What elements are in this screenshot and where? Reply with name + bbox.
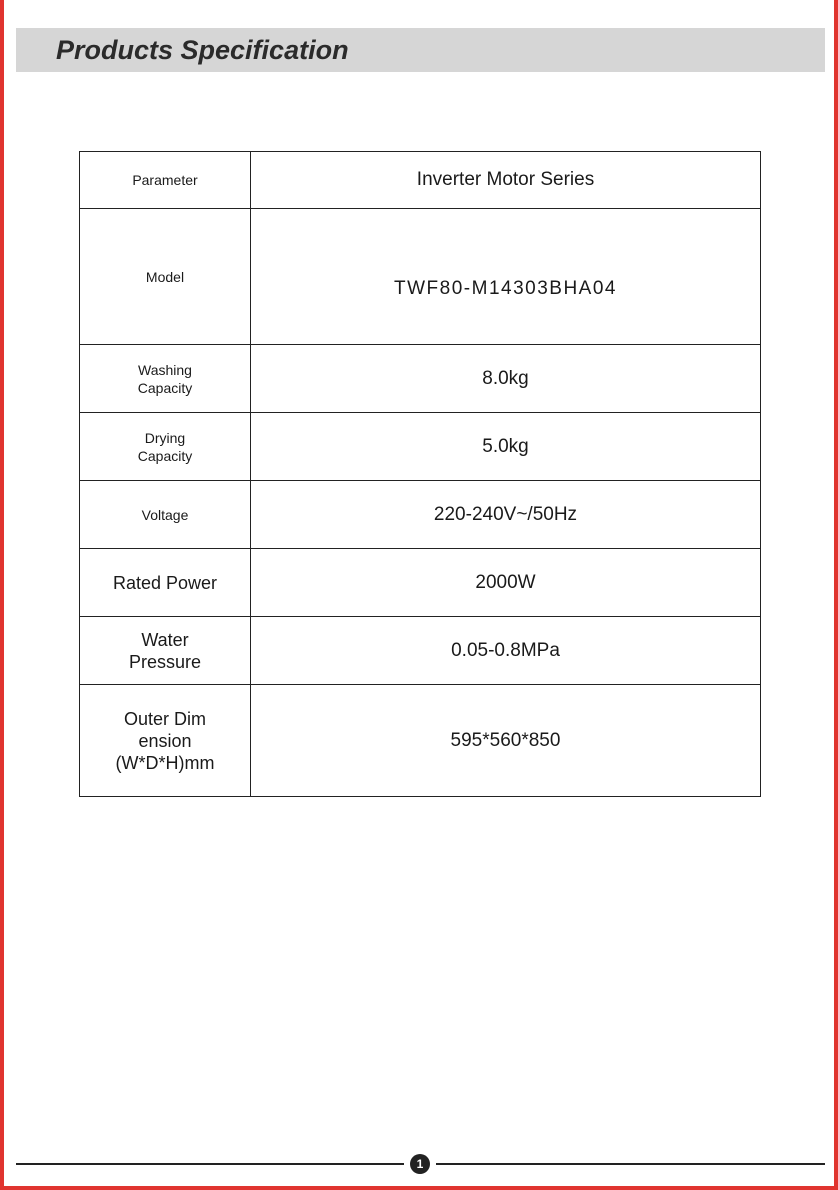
table-header-row: [80, 152, 761, 209]
page-title: Products Specification: [56, 35, 349, 65]
label-line: Washing: [138, 361, 192, 378]
page-frame-right: [834, 0, 838, 1190]
title-bar: [16, 28, 825, 72]
model-value: TWF80-M14303BHA04: [394, 277, 617, 299]
row-label-water-pressure: [80, 617, 251, 685]
table-row: [80, 345, 761, 413]
table-row: [80, 549, 761, 617]
label-line: Water: [141, 629, 189, 650]
table-row: [80, 209, 761, 345]
row-label-model: [80, 209, 251, 345]
header-series: Inverter Motor Series: [251, 152, 761, 209]
label-line: Model: [145, 268, 185, 285]
table-row: [80, 413, 761, 481]
footer-rule-right: [436, 1163, 825, 1165]
row-label-outer-dimension: [80, 685, 251, 797]
row-value-rated-power: 2000W: [251, 549, 761, 617]
row-value-model: [251, 209, 761, 345]
footer-rule-left: [16, 1163, 404, 1165]
table-row: [80, 481, 761, 549]
spec-table: [79, 151, 761, 797]
label-line: Drying: [144, 429, 186, 446]
row-value-water-pressure: 0.05-0.8MPa: [251, 617, 761, 685]
table-row: [80, 617, 761, 685]
page-frame-left: [0, 0, 4, 1190]
label-line: Capacity: [137, 447, 193, 464]
row-value-drying: 5.0kg: [251, 413, 761, 481]
header-parameter: Parameter: [80, 152, 251, 209]
row-label-washing: [80, 345, 251, 413]
row-label-voltage: [80, 481, 251, 549]
label-line: (W*D*H)mm: [115, 752, 215, 773]
label-line: Rated Power: [112, 572, 218, 593]
table-row: [80, 685, 761, 797]
label-line: Voltage: [141, 506, 189, 523]
row-value-washing: 8.0kg: [251, 345, 761, 413]
label-line: ension: [138, 730, 192, 751]
page-number: 1: [410, 1154, 430, 1174]
label-line: Outer Dim: [123, 708, 206, 729]
row-label-drying: [80, 413, 251, 481]
row-label-rated-power: [80, 549, 251, 617]
label-line: Capacity: [137, 379, 193, 396]
page-frame-bottom: [0, 1186, 838, 1190]
row-value-outer-dimension: 595*560*850: [251, 685, 761, 797]
row-value-voltage: 220-240V~/50Hz: [251, 481, 761, 549]
label-line: Pressure: [128, 651, 202, 672]
